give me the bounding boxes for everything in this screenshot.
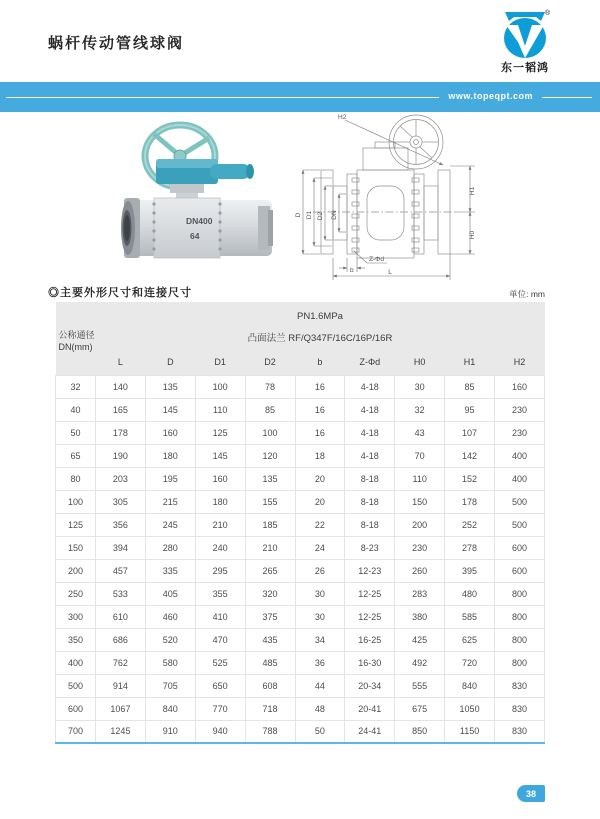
dimension-cell: 50 <box>295 720 345 743</box>
table-row <box>56 674 545 697</box>
dimension-cell: 12-25 <box>345 582 395 605</box>
dimension-cell: 30 <box>295 605 345 628</box>
website-link[interactable]: www.topeqpt.com <box>439 91 542 101</box>
dimension-cell: 85 <box>445 375 495 398</box>
dimension-cell: 830 <box>495 697 545 720</box>
dimension-cell: 295 <box>195 559 245 582</box>
dimension-cell: 718 <box>245 697 295 720</box>
column-header: L <box>96 350 146 375</box>
dimension-cell: 12-25 <box>345 605 395 628</box>
dimension-cell: 940 <box>195 720 245 743</box>
dimension-cell: 16-25 <box>345 628 395 651</box>
table-row <box>56 720 545 743</box>
dimension-cell: 200 <box>395 513 445 536</box>
dimension-cell: 135 <box>245 467 295 490</box>
dimension-cell: 145 <box>195 444 245 467</box>
section-title: 主要外形尺寸和连接尺寸 <box>60 287 192 299</box>
dimension-cell: 110 <box>195 398 245 421</box>
dimension-cell: 152 <box>445 467 495 490</box>
dimension-cell: 44 <box>295 674 345 697</box>
dimension-cell: 485 <box>245 651 295 674</box>
dimension-cell: 12-23 <box>345 559 395 582</box>
dimension-cell: 675 <box>395 697 445 720</box>
valve-body <box>121 198 273 258</box>
column-header: D2 <box>245 350 295 375</box>
dimension-cell: 720 <box>445 651 495 674</box>
dimension-cell: 8-23 <box>345 536 395 559</box>
dimension-cell: 405 <box>145 582 195 605</box>
dimension-cell: 20 <box>295 490 345 513</box>
dimension-cell: 788 <box>245 720 295 743</box>
column-header: D1 <box>195 350 245 375</box>
dimension-cell: 185 <box>245 513 295 536</box>
table-row <box>56 398 545 421</box>
dimension-cell: 48 <box>295 697 345 720</box>
dimension-cell: 30 <box>295 582 345 605</box>
header-banner <box>0 82 600 112</box>
dimension-cell: 120 <box>245 444 295 467</box>
dimension-cell: 34 <box>295 628 345 651</box>
dimension-cell: 203 <box>96 467 146 490</box>
dimension-cell: 650 <box>195 674 245 697</box>
dn-value-cell: 125 <box>56 513 96 536</box>
dimension-cell: 210 <box>245 536 295 559</box>
table-row <box>56 605 545 628</box>
table-row <box>56 375 545 398</box>
table-row <box>56 467 545 490</box>
dimension-cell: 26 <box>295 559 345 582</box>
dimension-cell: 78 <box>245 375 295 398</box>
dn-value-cell: 32 <box>56 375 96 398</box>
dim-label-l: L <box>388 269 392 276</box>
dimension-cell: 460 <box>145 605 195 628</box>
flange-type-header: 凸面法兰 RF/Q347F/16C/16P/16R <box>96 324 545 350</box>
dimension-cell: 585 <box>445 605 495 628</box>
dn-value-cell: 65 <box>56 444 96 467</box>
table-row <box>56 559 545 582</box>
column-header: H2 <box>495 350 545 375</box>
dimension-cell: 190 <box>96 444 146 467</box>
page-title: 蜗杆传动管线球阀 <box>48 35 185 52</box>
dimension-cell: 32 <box>395 398 445 421</box>
dimension-cell: 4-18 <box>345 398 395 421</box>
table-row <box>56 536 545 559</box>
dim-label-d1: D1 <box>306 210 313 220</box>
dimension-cell: 480 <box>445 582 495 605</box>
dimension-cell: 470 <box>195 628 245 651</box>
column-header: H1 <box>445 350 495 375</box>
registered-trademark: ® <box>545 10 551 17</box>
dimension-cell: 1050 <box>445 697 495 720</box>
dimension-cell: 24-41 <box>345 720 395 743</box>
dimension-cell: 135 <box>145 375 195 398</box>
gear-actuator <box>156 159 254 201</box>
dimension-cell: 840 <box>145 697 195 720</box>
dimension-cell: 850 <box>395 720 445 743</box>
dimension-cell: 245 <box>145 513 195 536</box>
dimension-drawing <box>283 112 488 284</box>
dimension-cell: 910 <box>145 720 195 743</box>
dimension-cell: 394 <box>96 536 146 559</box>
dimension-cell: 283 <box>395 582 445 605</box>
dn-value-cell: 100 <box>56 490 96 513</box>
column-header: Z-Φd <box>345 350 395 375</box>
dimension-cell: 520 <box>145 628 195 651</box>
dimension-cell: 30 <box>395 375 445 398</box>
dim-label-d2: D2 <box>317 211 324 221</box>
dimension-cell: 125 <box>195 421 245 444</box>
valve-photo <box>110 120 285 268</box>
dimension-cell: 16 <box>295 421 345 444</box>
dn-value-cell: 250 <box>56 582 96 605</box>
column-header: b <box>295 350 345 375</box>
table-row <box>56 513 545 536</box>
dimension-cell: 1150 <box>445 720 495 743</box>
dimension-cell: 410 <box>195 605 245 628</box>
dim-label-zd: Z-Φd <box>369 256 384 263</box>
dimension-cell: 600 <box>495 559 545 582</box>
dimension-cell: 230 <box>495 421 545 444</box>
dimension-cell: 800 <box>495 605 545 628</box>
dimension-cell: 8-18 <box>345 467 395 490</box>
dn-header-line1: 公称通径 <box>58 330 95 341</box>
dn-value-cell: 150 <box>56 536 96 559</box>
table-row <box>56 628 545 651</box>
photo-dn-label: DN400 <box>186 216 213 226</box>
table-row <box>56 444 545 467</box>
dimension-cell: 380 <box>395 605 445 628</box>
dn-value-cell: 300 <box>56 605 96 628</box>
dimension-cell: 800 <box>495 582 545 605</box>
dimension-cell: 240 <box>195 536 245 559</box>
dimension-cell: 252 <box>445 513 495 536</box>
dimension-cell: 22 <box>295 513 345 536</box>
dimension-cell: 762 <box>96 651 146 674</box>
dimension-cell: 608 <box>245 674 295 697</box>
dn-value-cell: 350 <box>56 628 96 651</box>
dimension-cell: 16-30 <box>345 651 395 674</box>
dimension-cell: 142 <box>445 444 495 467</box>
dimension-cell: 1245 <box>96 720 146 743</box>
dimension-cell: 160 <box>495 375 545 398</box>
dimension-cell: 100 <box>195 375 245 398</box>
dim-label-dn: DN <box>331 210 338 220</box>
dimension-cell: 20-34 <box>345 674 395 697</box>
brand-name: 东一韬鸿 <box>501 62 549 74</box>
dn-value-cell: 600 <box>56 697 96 720</box>
dimension-cell: 24 <box>295 536 345 559</box>
dimension-cell: 1067 <box>96 697 146 720</box>
unit-label: 单位: mm <box>509 289 545 299</box>
dim-label-b: b <box>350 267 354 274</box>
dn-header-line2: DN(mm) <box>58 342 93 353</box>
dimension-cell: 840 <box>445 674 495 697</box>
dimension-cell: 356 <box>96 513 146 536</box>
dimension-cell: 195 <box>145 467 195 490</box>
dimension-cell: 4-18 <box>345 444 395 467</box>
dimension-cell: 320 <box>245 582 295 605</box>
dimension-cell: 533 <box>96 582 146 605</box>
dimension-table <box>55 302 545 744</box>
dimension-cell: 180 <box>145 444 195 467</box>
dimension-cell: 265 <box>245 559 295 582</box>
dimension-cell: 107 <box>445 421 495 444</box>
dn-value-cell: 400 <box>56 651 96 674</box>
dimension-cell: 335 <box>145 559 195 582</box>
table-row <box>56 697 545 720</box>
dimension-cell: 16 <box>295 375 345 398</box>
dimension-cell: 155 <box>245 490 295 513</box>
dimension-cell: 210 <box>195 513 245 536</box>
pressure-rating-header: PN1.6MPa <box>96 302 545 324</box>
dimension-cell: 180 <box>195 490 245 513</box>
dimension-cell: 165 <box>96 398 146 421</box>
dn-value-cell: 40 <box>56 398 96 421</box>
dimension-cell: 4-18 <box>345 375 395 398</box>
dimension-cell: 18 <box>295 444 345 467</box>
dn-value-cell: 500 <box>56 674 96 697</box>
dimension-cell: 280 <box>145 536 195 559</box>
dimension-cell: 395 <box>445 559 495 582</box>
dim-label-d: D <box>295 212 302 218</box>
dimension-cell: 4-18 <box>345 421 395 444</box>
dim-label-h2: H2 <box>338 114 347 121</box>
dn-value-cell: 80 <box>56 467 96 490</box>
dimension-cell: 215 <box>145 490 195 513</box>
dimension-cell: 85 <box>245 398 295 421</box>
photo-class-label: 64 <box>190 231 200 241</box>
dimension-cell: 375 <box>245 605 295 628</box>
dimension-cell: 800 <box>495 628 545 651</box>
section-bullet-icon: ◎ <box>48 287 60 299</box>
dimension-cell: 705 <box>145 674 195 697</box>
dimension-cell: 8-18 <box>345 490 395 513</box>
dn-column-header <box>56 302 96 375</box>
dimension-cell: 400 <box>495 467 545 490</box>
company-logo-icon <box>502 10 551 60</box>
dimension-cell: 178 <box>96 421 146 444</box>
column-header: D <box>145 350 195 375</box>
dn-value-cell: 200 <box>56 559 96 582</box>
dimension-cell: 457 <box>96 559 146 582</box>
dimension-cell: 500 <box>495 513 545 536</box>
dimension-cell: 100 <box>245 421 295 444</box>
dimension-cell: 525 <box>195 651 245 674</box>
dimension-cell: 770 <box>195 697 245 720</box>
dimension-cell: 150 <box>395 490 445 513</box>
dimension-cell: 43 <box>395 421 445 444</box>
table-row <box>56 582 545 605</box>
table-row <box>56 651 545 674</box>
dimension-cell: 435 <box>245 628 295 651</box>
dimension-cell: 830 <box>495 674 545 697</box>
section-heading <box>48 284 192 300</box>
dimension-cell: 400 <box>495 444 545 467</box>
dn-value-cell: 50 <box>56 421 96 444</box>
dim-label-h1: H1 <box>469 186 476 196</box>
dimension-cell: 610 <box>96 605 146 628</box>
dimension-cell: 20-41 <box>345 697 395 720</box>
dimension-cell: 16 <box>295 398 345 421</box>
dimension-cell: 8-18 <box>345 513 395 536</box>
dimension-cell: 20 <box>295 467 345 490</box>
dimension-cell: 355 <box>195 582 245 605</box>
table-row <box>56 490 545 513</box>
dimension-cell: 800 <box>495 651 545 674</box>
dimension-cell: 70 <box>395 444 445 467</box>
dimension-cell: 625 <box>445 628 495 651</box>
dimension-cell: 260 <box>395 559 445 582</box>
dimension-cell: 425 <box>395 628 445 651</box>
dimension-cell: 492 <box>395 651 445 674</box>
dimension-cell: 145 <box>145 398 195 421</box>
dimension-cell: 36 <box>295 651 345 674</box>
dimension-cell: 600 <box>495 536 545 559</box>
dimension-cell: 305 <box>96 490 146 513</box>
dimension-cell: 95 <box>445 398 495 421</box>
dimension-cell: 500 <box>495 490 545 513</box>
dimension-cell: 914 <box>96 674 146 697</box>
dimension-cell: 830 <box>495 720 545 743</box>
dim-label-h0: H0 <box>469 230 476 240</box>
dimension-cell: 686 <box>96 628 146 651</box>
dimension-cell: 110 <box>395 467 445 490</box>
dimension-cell: 278 <box>445 536 495 559</box>
dimension-cell: 230 <box>395 536 445 559</box>
dimension-cell: 580 <box>145 651 195 674</box>
dimension-cell: 555 <box>395 674 445 697</box>
dimension-cell: 160 <box>145 421 195 444</box>
column-header: H0 <box>395 350 445 375</box>
page-number-badge: 38 <box>517 785 545 802</box>
dimension-cell: 230 <box>495 398 545 421</box>
dimension-cell: 160 <box>195 467 245 490</box>
dimension-cell: 178 <box>445 490 495 513</box>
dimension-cell: 140 <box>96 375 146 398</box>
dn-value-cell: 700 <box>56 720 96 743</box>
table-row <box>56 421 545 444</box>
